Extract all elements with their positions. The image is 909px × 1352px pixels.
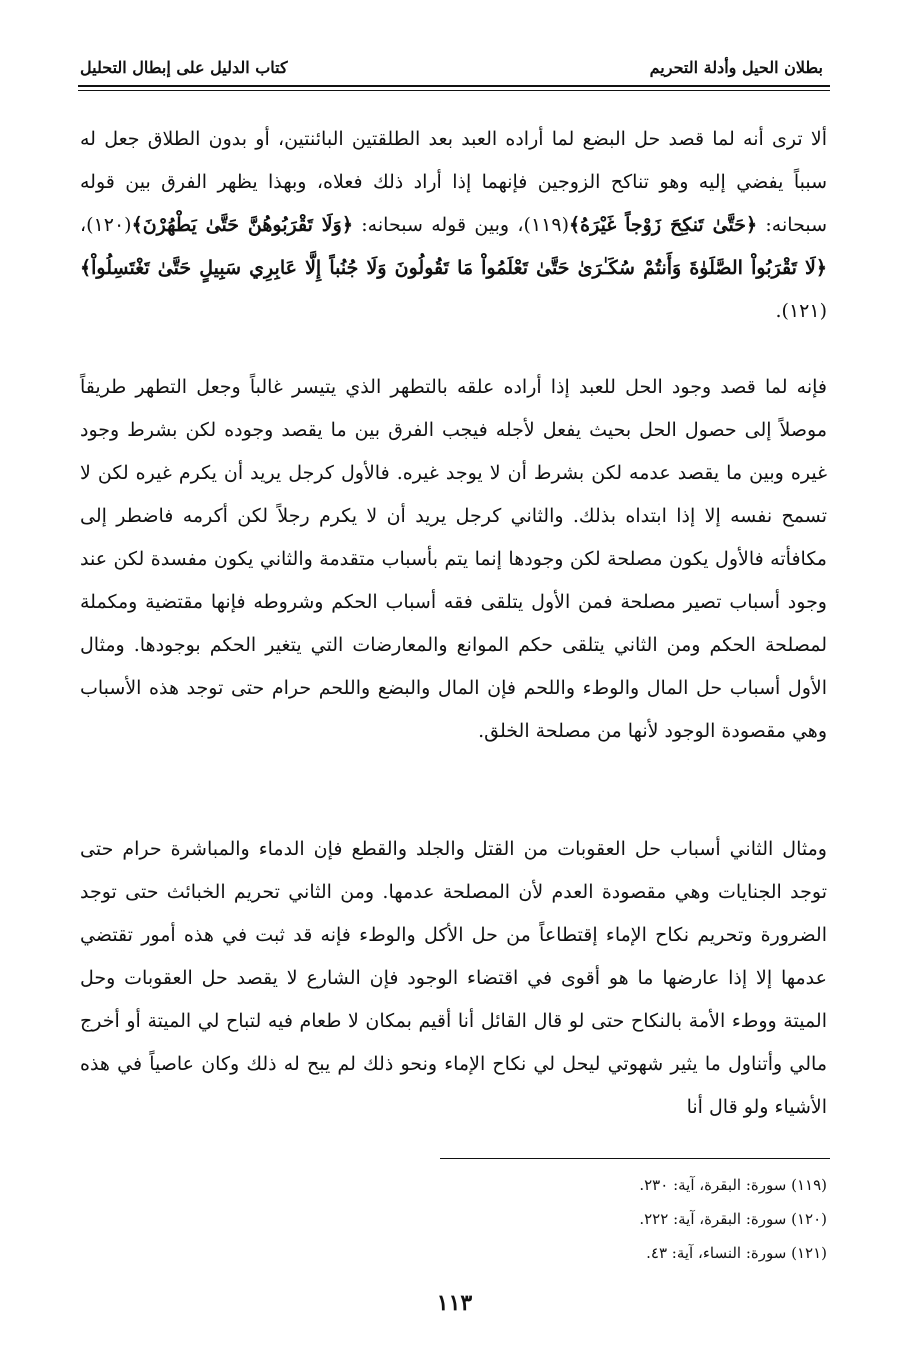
- running-header-left: كتاب الدليل على إبطال التحليل: [80, 58, 288, 77]
- quran-verse-3: ﴿لَا تَقْرَبُواْ الصَّلَوٰةَ وَأَنتُمْ سُكَـٰرَىٰ حَتَّىٰ تَعْلَمُواْ مَا تَقُولُونَ وَلَا جُنُباً إِلَّا عَابِرِي سَبِيلٍ حَتَّىٰ تَغْتَسِلُواْ﴾: [80, 257, 827, 279]
- page-number: ١١٣: [436, 1290, 473, 1316]
- footnote-121: (١٢١) سورة: النساء، آية: ٤٣.: [646, 1244, 827, 1262]
- paragraph-1: [80, 118, 827, 333]
- paragraph-1-text-a: ألا ترى أنه لما قصد حل البضع لما أراده العبد بعد الطلقتين البائنتين، أو بدون الطلاق جعل له سبباً يفضي إليه وهو تناكح الزوجين فإنهما إذا أراد ذلك فعلاه، وبهذا يظهر الفرق بين قوله سبحانه:: [80, 128, 827, 236]
- footnote-separator: [440, 1158, 830, 1159]
- footnote-120: (١٢٠) سورة: البقرة، آية: ٢٢٢.: [639, 1210, 827, 1228]
- paragraph-1-text-d: (١٢١).: [775, 300, 827, 322]
- header-rule: [78, 85, 830, 87]
- running-header-right: بطلان الحيل وأدلة التحريم: [649, 58, 823, 77]
- header-rule-thin: [78, 90, 830, 91]
- paragraph-3: ومثال الثاني أسباب حل العقوبات من القتل والجلد والقطع فإن الدماء والمباشرة حرام حتى توجد الجنايات وهي مقصودة العدم لأن المصلحة عدمها. ومن الثاني تحريم الخبائث حتى توجد الضرورة وتحريم نكاح الإماء إقتطاعاً من حل الأكل والوطء فإنه قد ثبت في هذه أمور تقتضي عدمها إلا إذا عارضها ما هو أقوى في اقتضاء الوجود فإن الشارع لا يقصد حل العقوبات وحل الميتة ووطء الأمة بالنكاح حتى لو قال القائل أنا أقيم بمكان لا طعام فيه لتباح لي الميتة أو أخرج مالي وأتناول ما يثير شهوتي ليحل لي نكاح الإماء ونحو ذلك لم يبح له ذلك وكان عاصياً في هذه الأشياء ولو قال أنا: [80, 838, 827, 1118]
- paragraph-1-text-c: (١٢٠)،: [80, 214, 132, 236]
- footnote-119: (١١٩) سورة: البقرة، آية: ٢٣٠.: [639, 1176, 827, 1194]
- footnotes: [639, 1168, 827, 1270]
- quran-verse-2: ﴿وَلَا تَقْرَبُوهُنَّ حَتَّىٰ يَطْهُرْنَ﴾: [131, 214, 353, 236]
- quran-verse-1: ﴿حَتَّىٰ تَنكِحَ زَوْجاً غَيْرَهُ﴾: [569, 214, 758, 236]
- paragraph-1-text-b: (١١٩)، وبين قوله سبحانه:: [352, 214, 569, 236]
- paragraph-2: فإنه لما قصد وجود الحل للعبد إذا أراده علقه بالتطهر الذي يتيسر غالباً وجعل التطهر طريقاً موصلاً إلى حصول الحل بحيث يفعل لأجله فيجب الفرق بين ما يقصد وجوده لكن بشرط وجود غيره وبين ما يقصد عدمه لكن بشرط أن لا يوجد غيره. فالأول كرجل يريد أن يكرم غيره لكن لا تسمح نفسه إلا إذا ابتداه بذلك. والثاني كرجل يريد أن لا يكرم رجلاً لكن أكرمه فاضطر إلى مكافأته فالأول يكون مصلحة لكن وجودها إنما يتم بأسباب متقدمة والثاني يكون مفسدة لكن عند وجود أسباب تصير مصلحة فمن الأول يتلقى فقه أسباب الحكم وشروطه فإنها مقتضية ومكملة لمصلحة الحكم ومن الثاني يتلقى حكم الموانع والمعارضات التي يتغير الحكم بوجودها. ومثال الأول أسباب حل المال والوطء واللحم فإن المال والبضع واللحم حرام حتى توجد هذه الأسباب وهي مقصودة الوجود لأنها من مصلحة الخلق.: [80, 376, 827, 742]
